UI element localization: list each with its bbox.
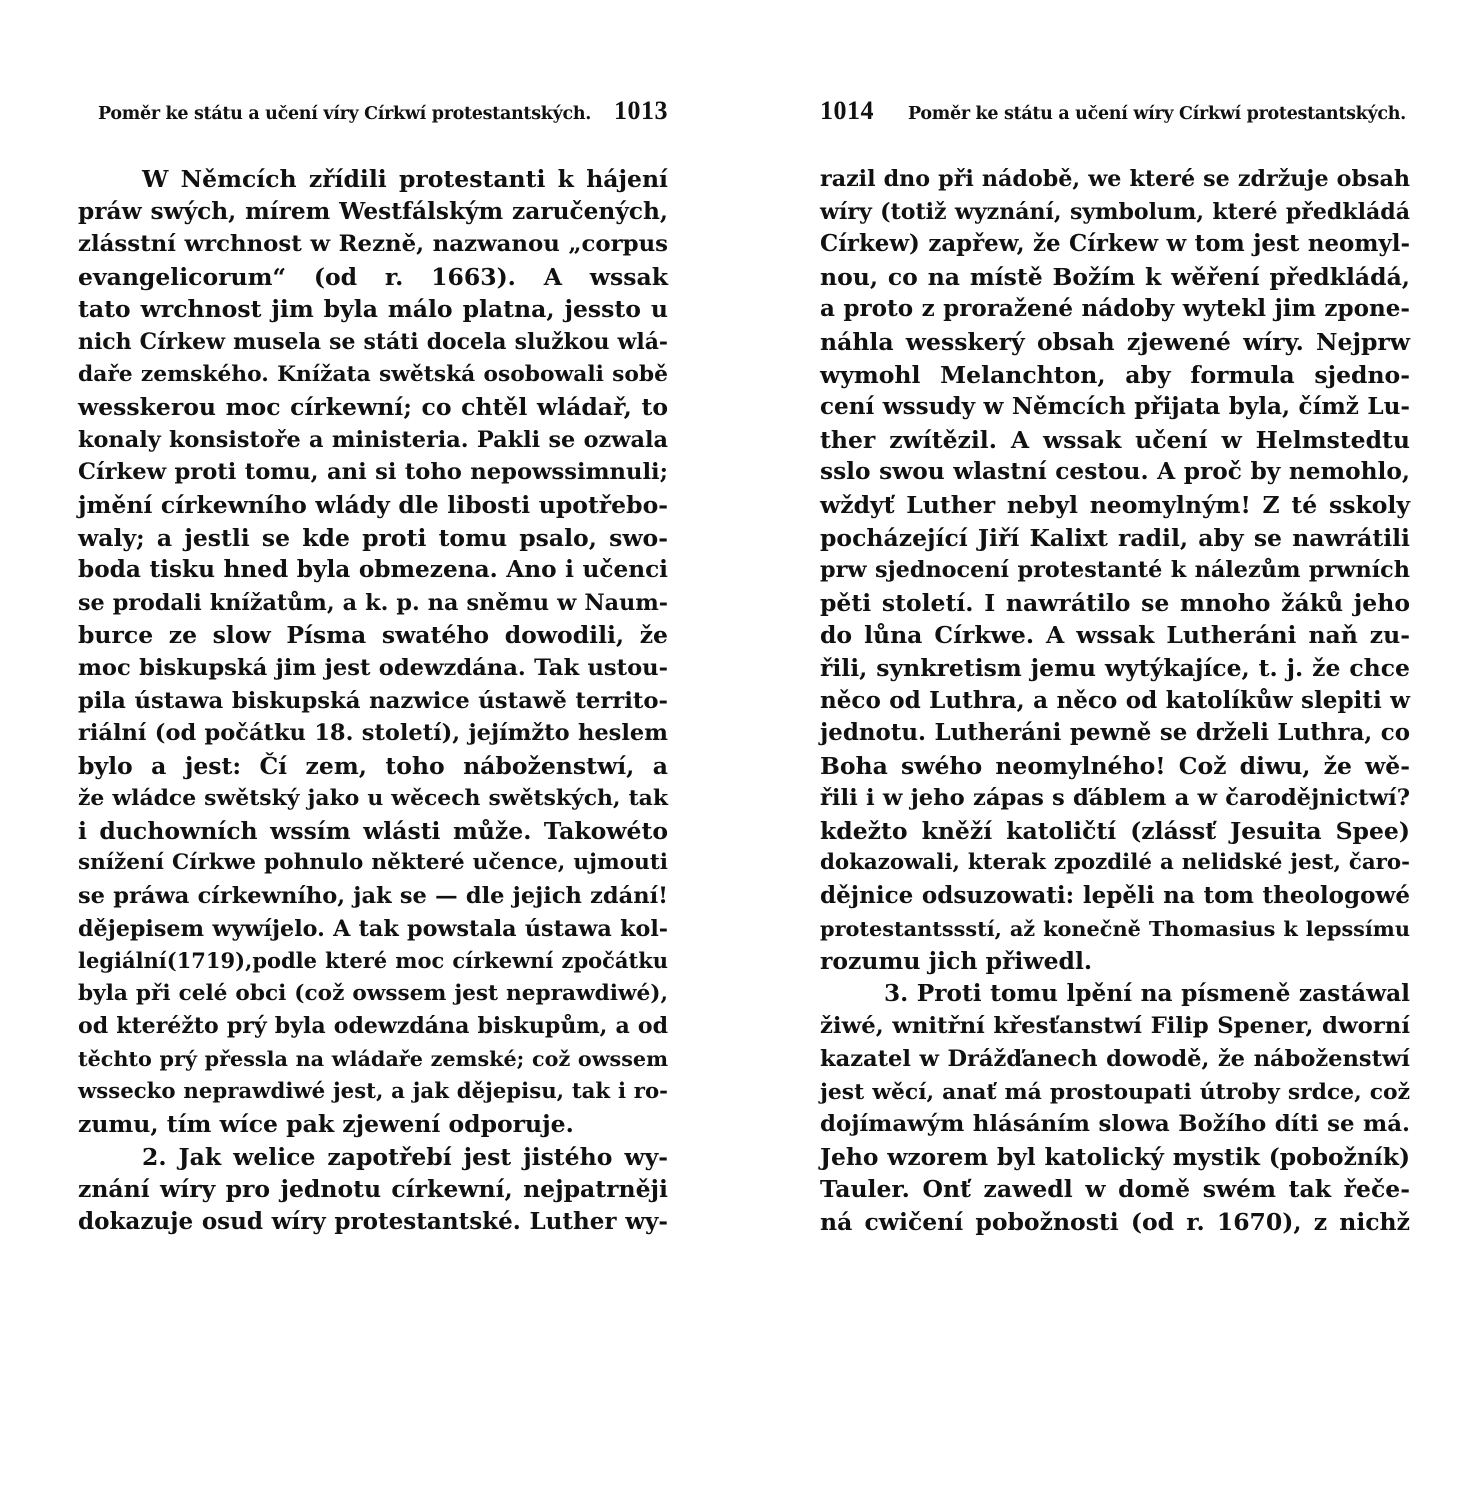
text-line: a proto z proražené nádoby wytekl jim zpone- <box>820 295 1410 323</box>
page-number: 1013 <box>614 96 668 125</box>
text-line: byla při celé obci (což owssem jest neprawdiwé), <box>78 980 668 1006</box>
text-line: do lůna Církwe. A wssak Lutheráni naň zu- <box>820 621 1410 650</box>
text-line: těchto prý přessla na wládaře zemské; což owssem <box>78 1047 668 1072</box>
text-line: pocházející Jiří Kalixt radil, aby se nawrátili <box>820 523 1410 552</box>
text-line: moc biskupská jim jest odewzdána. Tak ustou- <box>78 654 668 681</box>
text-line: legiální(1719),podle které moc církewní zpočátku <box>78 948 668 974</box>
text-line: Církew proti tomu, ani si toho nepowssimnuli; <box>78 459 668 486</box>
page-number: 1014 <box>820 96 874 125</box>
text-line: řili, synkretism jemu wytýkajíce, t. j. že chce <box>820 653 1410 682</box>
text-line: že wládce swětský jako u wěcech swětských, tak <box>78 785 668 812</box>
text-line: bylo a jest: Čí zem, toho náboženstwí, a <box>78 751 668 780</box>
right-page-header <box>820 96 1410 136</box>
text-line: i duchowních wssím wlásti může. Takowéto <box>78 816 668 845</box>
text-line: wymohl Melanchton, aby formula sjedno- <box>820 360 1410 389</box>
text-line: od kteréžto prý byla odewzdána biskupům, a od <box>78 1013 668 1040</box>
text-line: dojímawým hlásáním slowa Božího díti se má. <box>820 1111 1410 1138</box>
text-line: 2. Jak welice zapotřebí jest jistého wy- <box>142 1142 668 1171</box>
text-line: daře zemského. Knížata swětská osobowali sobě <box>78 361 668 387</box>
text-line: snížení Církwe pohnulo některé učence, ujmouti <box>78 850 668 876</box>
text-line: wíry (totiž wyznání, symbolum, které předkládá <box>820 198 1410 225</box>
text-line: tato wrchnost jim byla málo platna, jessto u <box>78 295 668 324</box>
text-line: práw swých, mírem Westfálským zaručených, <box>78 197 668 225</box>
text-line: waly; a jestli se kde proti tomu psalo, swo- <box>78 523 668 552</box>
text-line: protestantssstí, až konečně Thomasius k lepssímu <box>820 915 1410 941</box>
text-line: jest wěcí, anať má prostoupati útroby srdce, což <box>820 1078 1410 1105</box>
text-line: razil dno při nádobě, we které se zdržuje obsah <box>820 166 1410 192</box>
text-line: se práwa církewního, jak se — dle jejich zdání! <box>78 883 668 910</box>
text-line: W Němcích zřídili protestanti k hájení <box>142 165 668 193</box>
left-page-header <box>78 96 668 136</box>
text-line: evangelicorum“ (od r. 1663). A wssak <box>78 262 668 291</box>
text-line: dějepisem wywíjelo. A tak powstala ústawa kol- <box>78 915 668 942</box>
text-line: konaly konsistoře a ministeria. Pakli se ozwala <box>78 426 668 453</box>
text-line: kazatel w Drážďanech dowodě, že náboženstwí <box>820 1046 1410 1073</box>
text-line: kdežto kněží katoličtí (zlássť Jesuita Spee) <box>820 816 1410 845</box>
text-line: dokazuje osud wíry protestantské. Luther wy- <box>78 1208 668 1235</box>
text-line: něco od Luthra, a něco od katolíkůw slepiti w <box>820 686 1410 714</box>
text-line: pila ústawa biskupská nazwice ústawě territo- <box>78 687 668 714</box>
text-line: nou, co na místě Božím k wěření předkládá, <box>820 262 1410 291</box>
text-line: prw sjednocení protestanté k nálezům prwních <box>820 557 1410 584</box>
text-line: zumu, tím wíce pak zjewení odporuje. <box>78 1110 574 1139</box>
text-line: boda tisku hned byla obmezena. Ano i učenci <box>78 556 668 584</box>
text-line: jednotu. Lutheráni pewně se drželi Luthra, co <box>820 719 1410 747</box>
text-line: Tauler. Onť zawedl w domě swém tak řeče- <box>820 1175 1410 1204</box>
text-line: riální (od počátku 18. století), jejímžto heslem <box>78 720 668 747</box>
text-line: pěti století. I nawrátilo se mnoho žáků jeho <box>820 588 1410 617</box>
text-line: wesskerou moc církewní; co chtěl wládař, to <box>78 393 668 422</box>
text-line: ther zwítězil. A wssak učení w Helmstedtu <box>820 425 1410 454</box>
text-line: žiwé, wnitřní křesťanstwí Filip Spener, dworní <box>820 1013 1410 1040</box>
text-line: 3. Proti tomu lpění na písmeně zastáwal <box>884 979 1410 1007</box>
text-line: burce ze slow Písma swatého dowodili, že <box>78 621 668 650</box>
text-line: Boha swého neomylného! Což diwu, že wě- <box>820 751 1410 780</box>
text-line: wssecko neprawdiwé jest, a jak dějepisu, tak i ro- <box>78 1078 668 1104</box>
text-line: dějnice odsuzowati: lepěli na tom theologowé <box>820 882 1410 910</box>
text-line: znání wíry pro jednotu církewní, nejpatrněji <box>78 1175 668 1204</box>
running-title: Poměr ke státu a učení víry Církwí protestantských. <box>98 104 592 124</box>
right-page-text <box>820 163 1410 1239</box>
text-line: rozumu jich přiwedl. <box>820 947 1093 976</box>
text-line: nich Církew musela se státi docela služkou wlá- <box>78 328 668 355</box>
text-line: Jeho wzorem byl katolický mystik (pobožník) <box>820 1142 1410 1171</box>
text-line: ná cwičení pobožnosti (od r. 1670), z nichž <box>820 1208 1410 1236</box>
text-line: zlásstní wrchnost w Rezně, nazwanou „corpus <box>78 231 668 258</box>
left-page-text <box>78 163 668 1239</box>
text-line: Církew) zapřew, že Církew w tom jest neomyl- <box>820 231 1410 258</box>
text-line: jmění církewního wlády dle libosti upotřebo- <box>78 490 668 519</box>
text-line: sslo swou wlastní cestou. A proč by nemohlo, <box>820 458 1410 486</box>
text-line: řili i w jeho zápas s ďáblem a w čarodějnictwí? <box>820 785 1410 812</box>
text-line: se prodali knížatům, a k. p. na sněmu w Naum- <box>78 589 668 616</box>
text-line: dokazowali, kterak zpozdilé a nelidské jest, čaro- <box>820 850 1410 876</box>
running-title: Poměr ke státu a učení wíry Církwí protestantských. <box>908 104 1406 124</box>
text-line: wždyť Luther nebyl neomylným! Z té sskoly <box>820 490 1410 519</box>
text-line: náhla wesskerý obsah zjewené wíry. Nejprw <box>820 327 1410 356</box>
text-line: cení wssudy w Němcích přijata byla, čímž Lu- <box>820 393 1410 421</box>
